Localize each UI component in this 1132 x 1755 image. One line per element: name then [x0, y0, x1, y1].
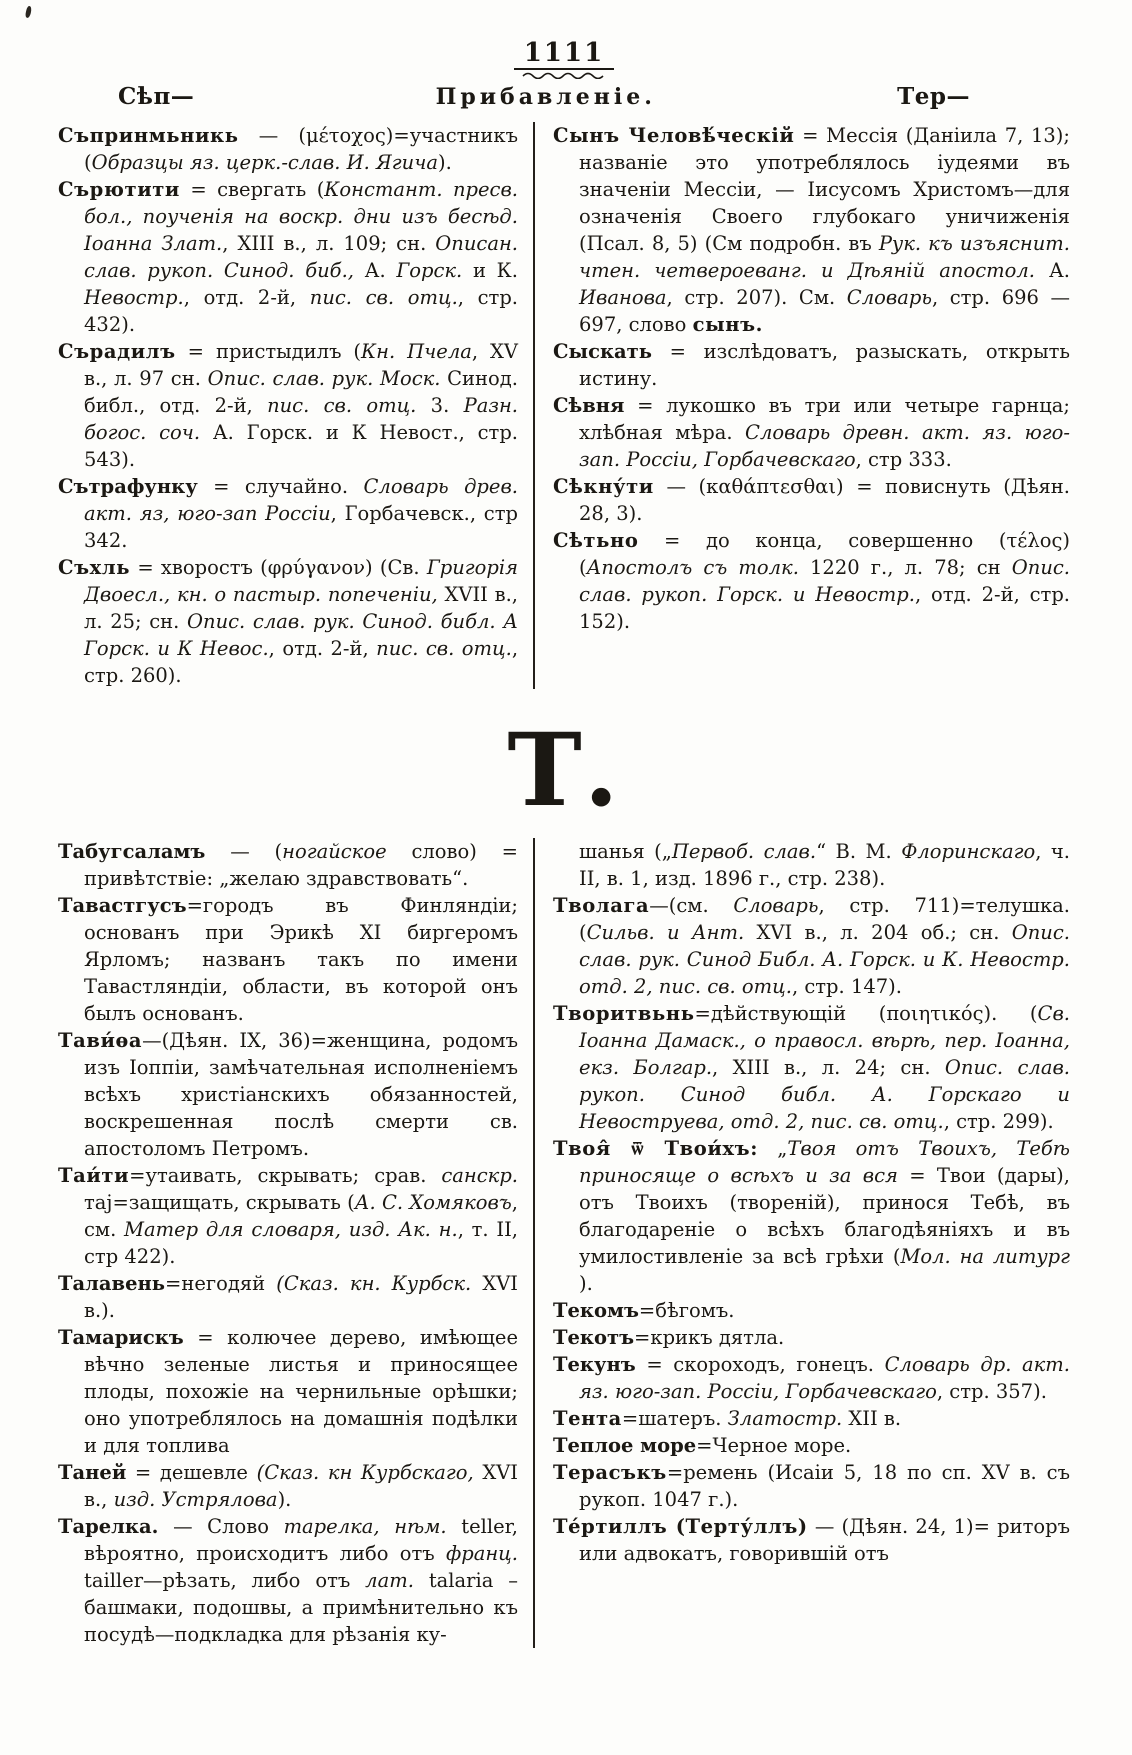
- entry-text: = хворостъ (φρύγανον) (Св.: [130, 556, 427, 579]
- entry-text: = дешевле: [126, 1461, 257, 1484]
- entry-text: XII в.: [842, 1407, 902, 1430]
- headword: Тента: [553, 1407, 622, 1430]
- page-title: Прибавленіе.: [435, 84, 656, 110]
- entry-text: =утаивать, скрывать; срав.: [129, 1164, 442, 1187]
- entry-text: = колючее дерево, имѣющее вѣчно зеленые листья и приносящее плоды, похожіе на чернильные орѣшки; оно употреблялось на домашнія подѣлки и для топлива: [84, 1326, 518, 1457]
- entry-text: , XIII в., л. 109; сн.: [222, 232, 436, 255]
- citation-italic: санскр.: [441, 1164, 518, 1187]
- entry-text: = изслѣдоватъ, разыскать, открыть истину.: [579, 340, 1070, 390]
- entry-text: , т. II, стр 422).: [84, 1218, 518, 1268]
- entry-text: , отд. 2-й,: [268, 637, 377, 660]
- entry-text: talaria – башмаки, подошвы, а примѣнительно къ посудѣ—подкладка для рѣзанія ку-: [84, 1569, 518, 1646]
- citation-italic: Мол. на литург: [900, 1245, 1070, 1268]
- dictionary-entry: [553, 338, 1070, 392]
- headword: Тамарискъ: [58, 1326, 184, 1349]
- dictionary-entry: [553, 1135, 1070, 1297]
- dictionary-entry: [553, 892, 1070, 1000]
- running-head: [58, 40, 1070, 110]
- dictionary-entry: [58, 554, 518, 689]
- entry-text: XVI в.,: [84, 1461, 518, 1511]
- entry-text: , стр. 299).: [943, 1110, 1054, 1133]
- entry-text: 1220 г., л. 78; сн: [798, 556, 1012, 579]
- citation-italic: Опис. слав. рукоп. Синод библ. А. Горскаго и Невоструева, отд. 2, пис. св. отц.: [579, 1056, 1071, 1133]
- entry-text: — (καθάπτεσθαι) = повиснуть (Дѣян. 28, 3).: [579, 475, 1070, 525]
- entry-text: =шатеръ.: [621, 1407, 728, 1430]
- headword: Текунъ: [553, 1353, 636, 1376]
- citation-italic: Констант. пресв. бол., поученія на воскр. дни изъ бесѣд. Іоанна Злат.: [84, 178, 518, 255]
- citation-italic: изд. Устрялова: [113, 1488, 278, 1511]
- entry-text: , отд. 2-й, стр. 152).: [579, 583, 1071, 633]
- headword: Тавастгусъ: [58, 894, 187, 917]
- entry-text: ).: [277, 1488, 292, 1511]
- headword: Сѣтьно: [553, 529, 639, 552]
- entry-text: , XV в., л. 97 сн.: [84, 340, 518, 390]
- entry-text: — Слово: [158, 1515, 284, 1538]
- dictionary-entry: [58, 1513, 518, 1648]
- citation-italic: Словарь др. акт. яз. юго-зап. Россіи, Горбачевскаго: [579, 1353, 1070, 1403]
- entry-text: ).: [579, 1272, 593, 1295]
- entry-text: „: [758, 1137, 788, 1160]
- citation-italic: Разн. богос. соч.: [84, 394, 519, 444]
- entry-text: XVII в., л. 25; сн.: [84, 583, 518, 633]
- entry-text: tailler—рѣзать, либо отъ: [84, 1569, 366, 1592]
- citation-italic: Словарь: [733, 894, 819, 917]
- entry-text: , стр. 711)=телушка. (: [579, 894, 1071, 944]
- left-column: [58, 122, 533, 689]
- entry-text: = пристыдилъ (: [175, 340, 362, 363]
- citation-italic: пис. св. отц.: [267, 394, 417, 417]
- citation-italic: Матер для словаря, изд. Ак. н.: [124, 1218, 458, 1241]
- headword: Тволага: [553, 894, 650, 917]
- headword: Талавень: [58, 1272, 165, 1295]
- citation-italic: Твоя отъ Твоихъ, Тебѣ приносяще о всѣхъ и за вся: [579, 1137, 1070, 1187]
- entry-text: А.: [353, 259, 397, 282]
- citation-italic: (Сказ. кн. Курбск.: [276, 1272, 472, 1295]
- entry-text: = свергать (: [180, 178, 325, 201]
- entry-text: , стр. 696 — 697, слово: [579, 286, 1070, 336]
- headword: Таи́ти: [58, 1164, 130, 1187]
- headword: Тави́ѳа: [58, 1029, 143, 1052]
- entry-text: , стр. 357).: [936, 1380, 1047, 1403]
- dictionary-entry: [58, 122, 518, 176]
- headword: Текотъ: [553, 1326, 635, 1349]
- citation-italic: Опис. слав. рук. Синод Библ. А. Горск. и К. Невостр. отд. 2, пис. св. отц.: [579, 921, 1070, 998]
- headword: Сътрафунку: [58, 475, 198, 498]
- dictionary-entry: [58, 892, 518, 1027]
- entry-text: ).: [437, 151, 452, 174]
- citation-italic: Иванова: [579, 286, 667, 309]
- entry-text: = Твои (дары), отъ Твоихъ (твореній), принося Тебѣ, въ благодареніе о всѣхъ благодѣяніяхъ и въ умилостивленіе за всѣ грѣхи (: [579, 1164, 1070, 1268]
- citation-italic: Златостр.: [727, 1407, 843, 1430]
- dictionary-entry: [553, 1000, 1070, 1135]
- headword: Съхль: [58, 556, 131, 579]
- dictionary-entry: [553, 1324, 1070, 1351]
- entry-text: слово) = привѣтствіе: „желаю здравствовать“.: [84, 840, 518, 890]
- headword: Сѣвня: [553, 394, 625, 417]
- scan-speck: [25, 6, 33, 19]
- headword: Сърадилъ: [58, 340, 176, 363]
- dictionary-entry: [553, 527, 1070, 635]
- citation-italic: Рук. къ изъяснит. чтен. четвероеванг. и Дѣяній апостол.: [579, 232, 1070, 282]
- dictionary-entry: [553, 392, 1070, 473]
- headword: Сърютити: [58, 178, 180, 201]
- citation-italic: Первоб. слав.: [671, 840, 817, 863]
- entry-text: XVI в., л. 204 об.; сн.: [744, 921, 1012, 944]
- citation-italic: пис. св. отц.: [376, 637, 512, 660]
- headword: Теплое море: [553, 1434, 697, 1457]
- citation-italic: франц.: [445, 1542, 518, 1565]
- dictionary-entry: [58, 1162, 518, 1270]
- left-column: [58, 838, 533, 1648]
- right-column: [535, 122, 1070, 689]
- headword: Сынъ Человѣ́ческій: [553, 124, 795, 147]
- entry-text: = лукошко въ три или четыре гарнца; хлѣбная мѣра.: [579, 394, 1070, 444]
- citation-italic: Горск.: [396, 259, 463, 282]
- citation-italic: (Сказ. кн Курбскаго,: [256, 1461, 474, 1484]
- entry-text: , Горбачевск., стр 342.: [84, 502, 518, 552]
- dictionary-entry: [553, 122, 1070, 338]
- citation-italic: Григорія Двоесл., кн. о пастыр. попеченіи,: [84, 556, 518, 606]
- entry-text: =городъ въ Финляндіи; основанъ при Эрикѣ XI биргеромъ Ярломъ; названъ такъ по имени Тавастляндіи, области, въ которой онъ былъ основанъ.: [84, 894, 518, 1025]
- citation-italic: Апостолъ съ толк.: [586, 556, 799, 579]
- dictionary-entry: [58, 176, 518, 338]
- section-s-continued: [58, 122, 1070, 689]
- dictionary-entry: [58, 1270, 518, 1324]
- page-number: 1111: [514, 40, 614, 70]
- entry-text: А.: [1034, 259, 1071, 282]
- dictionary-entry: [58, 1027, 518, 1162]
- dictionary-entry: [553, 473, 1070, 527]
- entry-text: , стр. 207). См.: [666, 286, 847, 309]
- entry-text: Синод. библ., отд. 2-й,: [84, 367, 519, 417]
- section-letter-heading: Т.: [507, 711, 621, 829]
- citation-italic: Сильв. и Ант.: [586, 921, 745, 944]
- citation-italic: лат.: [365, 1569, 414, 1592]
- headword: Твоя̂ ѿ Твои́хъ:: [553, 1137, 758, 1160]
- headword: Таней: [58, 1461, 127, 1484]
- entry-text: , стр 333.: [855, 448, 952, 471]
- entry-text: шанья („: [579, 840, 672, 863]
- entry-text: =дѣйствующій (ποιητικός). (: [694, 1002, 1038, 1025]
- entry-text: , стр. 147).: [791, 975, 902, 998]
- entry-text: — (: [205, 840, 283, 863]
- section-t: [58, 838, 1070, 1648]
- catchword-right: Тер—: [897, 83, 970, 110]
- dictionary-entry: [58, 1459, 518, 1513]
- entry-text: и К.: [462, 259, 518, 282]
- entry-text: , ч. II, в. 1, изд. 1896 г., стр. 238).: [579, 840, 1070, 890]
- citation-italic: Словарь: [846, 286, 932, 309]
- entry-text: — (μέτοχος)=участникъ (: [84, 124, 518, 174]
- entry-text: , отд. 2-й,: [183, 286, 310, 309]
- entry-continuation: [553, 838, 1070, 892]
- headword: Табугсаламъ: [58, 840, 206, 863]
- entry-text: =ремень (Исаіи 5, 18 по сп. XV в. съ рукоп. 1047 г.).: [579, 1461, 1070, 1511]
- dictionary-entry: [553, 1405, 1070, 1432]
- citation-italic: Словарь древ. акт. яз, юго-зап Россіи: [84, 475, 518, 525]
- headword: Съпринмьникь: [58, 124, 239, 147]
- citation-italic: пис. св. отц.: [309, 286, 458, 309]
- entry-text: = скороходъ, гонецъ.: [635, 1353, 885, 1376]
- headword: Сыскать: [553, 340, 652, 363]
- entry-text: , стр. 260).: [84, 637, 519, 687]
- citation-italic: Флоринскаго: [901, 840, 1036, 863]
- dictionary-entry: [58, 338, 518, 473]
- header-row: [58, 79, 1070, 110]
- headword: Те́ртиллъ (Терту́ллъ): [553, 1515, 808, 1538]
- entry-text: =крикъ дятла.: [634, 1326, 785, 1349]
- entry-text: —(Дѣян. IX, 36)=женщина, родомъ изъ Іоппіи, замѣчательная исполненіемъ всѣхъ христіанскихъ обязанностей, воскрешенная послѣ смерти св. апостоломъ Петромъ.: [84, 1029, 518, 1160]
- headword: Текомъ: [553, 1299, 639, 1322]
- right-column: [535, 838, 1070, 1648]
- dictionary-entry: [58, 1324, 518, 1459]
- dictionary-entry: [553, 1351, 1070, 1405]
- page-number-block: [58, 40, 1070, 79]
- citation-italic: Св. Іоанна Дамаск., о правосл. вѣрѣ, пер. Іоанна, екз. Болгар.: [579, 1002, 1070, 1079]
- entry-text: teller, вѣроятно, происходитъ либо отъ: [84, 1515, 519, 1565]
- headword: Тарелка.: [58, 1515, 159, 1538]
- citation-italic: Образцы яз. церк.-слав. И. Ягича: [91, 151, 438, 174]
- citation-italic: Словарь древн. акт. яз. юго-зап. Россіи, Горбачевскаго: [579, 421, 1070, 471]
- citation-italic: тарелка, нѣм.: [283, 1515, 447, 1538]
- headword: Терасъкъ: [553, 1461, 667, 1484]
- entry-text: XVI в.).: [84, 1272, 518, 1322]
- dictionary-entry: [58, 838, 518, 892]
- entry-text: =бѣгомъ.: [638, 1299, 735, 1322]
- entry-text: А. Горск. и К Невост., стр. 543).: [84, 421, 518, 471]
- entry-text: , XIII в., л. 24; сн.: [712, 1056, 945, 1079]
- entry-text: “ В. М.: [816, 840, 902, 863]
- citation-italic: Описан. слав. рукоп. Синод. биб.,: [84, 232, 518, 282]
- citation-italic: Кн. Пчела: [361, 340, 472, 363]
- citation-italic: Опис. слав. рукоп. Горск. и Невостр.: [579, 556, 1071, 606]
- entry-text: =негодяй: [165, 1272, 277, 1295]
- entry-text: —(см.: [649, 894, 734, 917]
- headword: сынъ.: [692, 313, 764, 336]
- citation-italic: Опис. слав. рук. Синод. библ. А Горск. и К Невос.: [84, 610, 518, 660]
- citation-italic: ногайское: [282, 840, 387, 863]
- headword: Сѣкну́ти: [553, 475, 654, 498]
- citation-italic: Опис. слав. рук. Моск.: [207, 367, 441, 390]
- entry-text: , стр. 432).: [84, 286, 519, 336]
- entry-text: =Черное море.: [696, 1434, 852, 1457]
- dictionary-entry: [553, 1432, 1070, 1459]
- entry-text: = до конца, совершенно (τέλος) (: [579, 529, 1070, 579]
- entry-text: = случайно.: [197, 475, 364, 498]
- dictionary-entry: [553, 1459, 1070, 1513]
- dictionary-entry: [553, 1297, 1070, 1324]
- entry-text: — (Дѣян. 24, 1)= риторъ или адвокатъ, говорившій отъ: [579, 1515, 1070, 1565]
- dictionary-entry: [553, 1513, 1070, 1567]
- citation-italic: А. С. Хомяковъ: [354, 1191, 512, 1214]
- citation-italic: Невостр.: [84, 286, 184, 309]
- catchword-left: Сѣп—: [118, 83, 195, 110]
- dictionary-entry: [58, 473, 518, 554]
- entry-text: = Мессія (Даніила 7, 13); названіе это употреблялось іудеями въ значеніи Мессіи, — Іисусомъ Христомъ—для означенія Своего глубокаго уничиженія (Псал. 8, 5) (См подробн. въ: [579, 124, 1070, 255]
- entry-text: таj=защищать, скрывать (: [84, 1191, 355, 1214]
- pagenum-underline-icon: [521, 71, 607, 79]
- headword: Творитвьнь: [553, 1002, 695, 1025]
- entry-text: 3.: [416, 394, 464, 417]
- entry-text: , см.: [84, 1191, 518, 1241]
